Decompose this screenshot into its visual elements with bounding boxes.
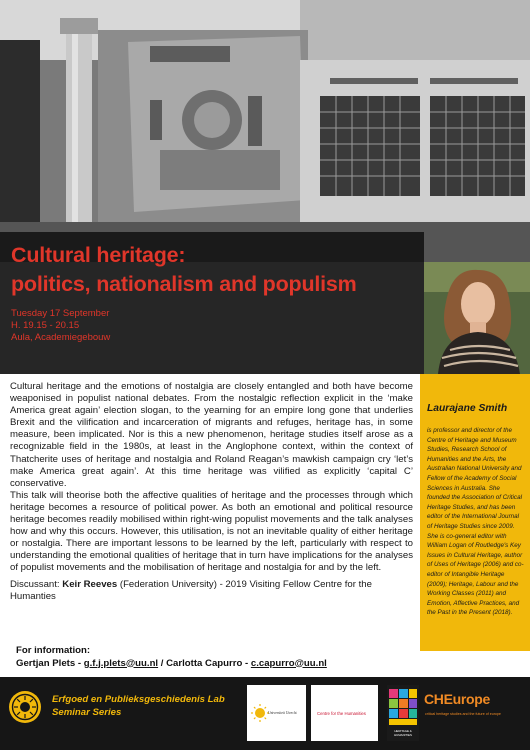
speaker-bio: is professor and director of the Centre of Heritage and Museum Studies, Research School of Humanities and the Arts, the Australian National University and Fellow of the Academy of Social Sciences in Australia. She founded the Association of Critical Heritage Studies, and has been editor of the International Journal of Heritage Studies since 2009. She is co-general editor with William Logan of Routledge's Key Issues in Cultural Heritage, author of Uses of Heritage (2006) and co-editor of Intangible Heritage (2009); Heritage, Labour and the Working Classes (2011) and Emotion, Affective Practices, and the Past in the Present (2018). (427, 427, 524, 617)
contact2-email-link[interactable]: c.capurro@uu.nl (250, 657, 327, 669)
uu-logo-text: Universiteit Utrecht (268, 711, 297, 715)
event-title (11, 241, 424, 299)
contact-separator: / Carlotta Capurro - (160, 657, 249, 669)
contact-heading: For information: (16, 645, 91, 656)
discussant-detail: (Federation University) - 2019 Visiting Fellow Centre for the Humanties (10, 578, 372, 602)
discussant-name: Keir Reeves (62, 578, 118, 590)
ch-logo-text: Centre for the Humanities (317, 711, 366, 716)
speaker-sidebar (420, 374, 530, 651)
speaker-portrait (424, 262, 530, 374)
title-band (0, 232, 424, 374)
description-paragraph-1: Cultural heritage and the emotions of nostalgia are closely entangled and both have become weaponised in populist national debates. From the nostalgic reflection explicit in the ‘make America great again’ election slogan, to the yearning for an empire long gone that underlies Brexit and the vilification and incarceration of migrants and refuges, heritage has, in some measure, been implicated. Nor is this a new phenomenon, heritage studies itself arose as a recognizable field in the 1980s, at least in the Anglophone context, within the context of Thatcherite uses of heritage and nostalgia and Roland Reagan’s mawkish campaign cry ‘let’s make America great again’. At this time heritage was vilified as explicitly ‘capital C’ conservative. (10, 381, 413, 489)
speaker-name: Laurajane Smith (427, 403, 508, 414)
discussant-label: Discussant: (10, 578, 60, 590)
event-title-line2: politics, nationalism and populism (11, 272, 357, 296)
utrecht-university-logo (247, 685, 306, 741)
seminar-series (52, 694, 225, 720)
event-venue: Aula, Academiegebouw (11, 332, 111, 343)
event-description (10, 381, 413, 603)
cheurope-tagline: critical heritage studies and the future of europe (425, 712, 501, 716)
university-seal-icon (8, 690, 42, 724)
description-paragraph-2: This talk will theorise both the affective qualities of heritage and the processes through which heritage becomes a resource of political power. As both an emotional and political resource heritage becomes readily mobilised within right-wing populist movements and the talk analyses how and why this occurs. However, this utilisation, is not an inevitable quality of either heritage or nostalgia. There are important lessons to be learned by the left, particularly with respect to understanding the emotional qualities of heritage that in turn have implications for the analyses of populist movements and the mobilisation of heritage and nostalgia for and by the left. (10, 489, 413, 574)
event-meta (11, 308, 424, 344)
contact-info (16, 645, 416, 670)
cheurope-logo: CHEurope (424, 691, 491, 707)
hh-logo-text: HERITAGE & HUMANITIES (394, 729, 412, 737)
contact-line (16, 658, 416, 671)
footer-band (0, 677, 530, 750)
hero-photo-illustration (0, 0, 530, 262)
discussant (10, 579, 413, 603)
centre-humanities-logo (311, 685, 378, 741)
event-time: H. 19.15 - 20.15 (11, 320, 80, 331)
contact1-name: Gertjan Plets - (16, 657, 82, 669)
event-title-line1: Cultural heritage: (11, 243, 186, 267)
speaker-photo (424, 262, 530, 374)
event-date: Tuesday 17 September (11, 308, 110, 319)
hero-photo (0, 0, 530, 262)
contact1-email-link[interactable]: g.f.j.plets@uu.nl (83, 657, 159, 669)
series-line2: Seminar Series (52, 706, 122, 718)
heritage-humanities-logo (387, 685, 419, 741)
series-line1: Erfgoed en Publieksgeschiedenis Lab (52, 694, 225, 705)
